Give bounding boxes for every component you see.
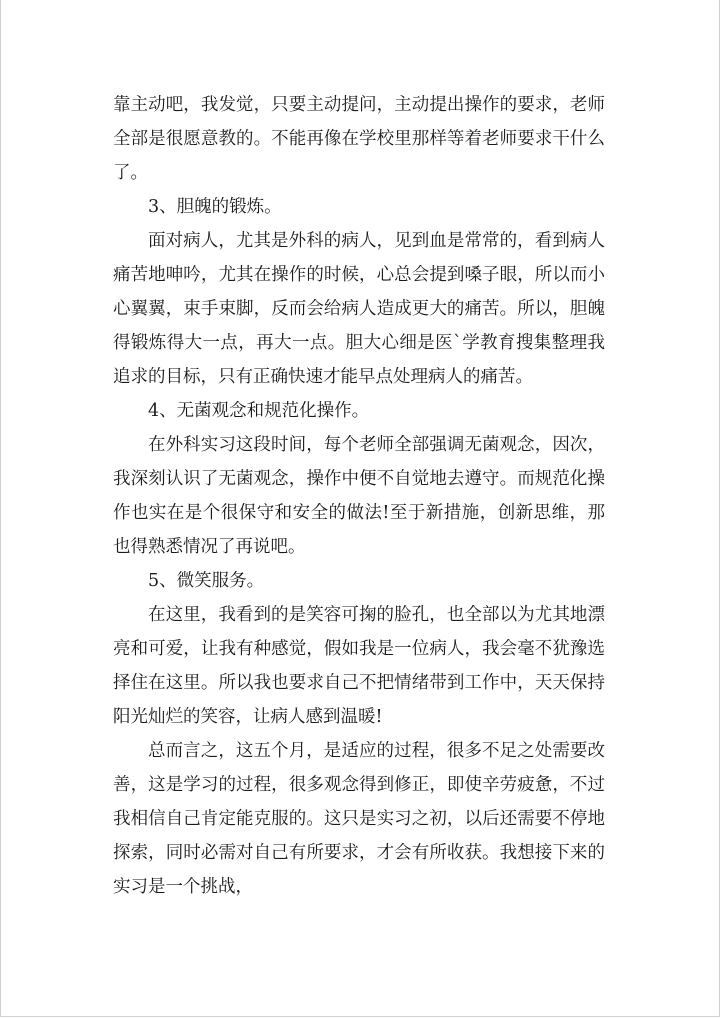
paragraph-courage: 面对病人，尤其是外科的病人，见到血是常常的，看到病人痛苦地呻吟，尤其在操作的时候，心总会提到嗓子眼，所以而小心翼翼，束手束脚，反而会给病人造成更大的痛苦。所以，胆魄得锻炼得大一点，再大一点。胆大心细是医`学教育搜集整理我追求的目标，只有正确快速才能早点处理病人的痛苦。 xyxy=(113,231,605,387)
section-heading-smile-service: 5、微笑服务。 xyxy=(148,571,265,591)
paragraph-intro: 靠主动吧，我发觉，只要主动提问，主动提出操作的要求，老师全部是很愿意教的。不能再像在学校里那样等着老师要求干什么了。 xyxy=(113,95,605,183)
section-heading-aseptic: 4、无菌观念和规范化操作。 xyxy=(148,401,370,421)
document-body xyxy=(113,88,605,904)
paragraph-aseptic: 在外科实习这段时间，每个老师全部强调无菌观念，因次，我深刻认识了无菌观念，操作中便不自觉地去遵守。而规范化操作也实在是个很保守和安全的做法!至于新措施，创新思维，那也得熟悉情况了再说吧。 xyxy=(113,435,605,557)
section-heading-courage: 3、胆魄的锻炼。 xyxy=(148,197,282,217)
paragraph-summary: 总而言之，这五个月，是适应的过程，很多不足之处需要改善，这是学习的过程，很多观念得到修正，即使辛劳疲惫，不过我相信自己肯定能克服的。这只是实习之初，以后还需要不停地探索，同时必需对自己有所要求，才会有所收获。我想接下来的实习是一个挑战， xyxy=(113,741,605,897)
paragraph-smile-service: 在这里，我看到的是笑容可掬的脸孔，也全部以为尤其地漂亮和可爱，让我有种感觉，假如我是一位病人，我会毫不犹豫选择住在这里。所以我也要求自己不把情绪带到工作中，天天保持阳光灿烂的笑容，让病人感到温暖! xyxy=(113,605,605,727)
